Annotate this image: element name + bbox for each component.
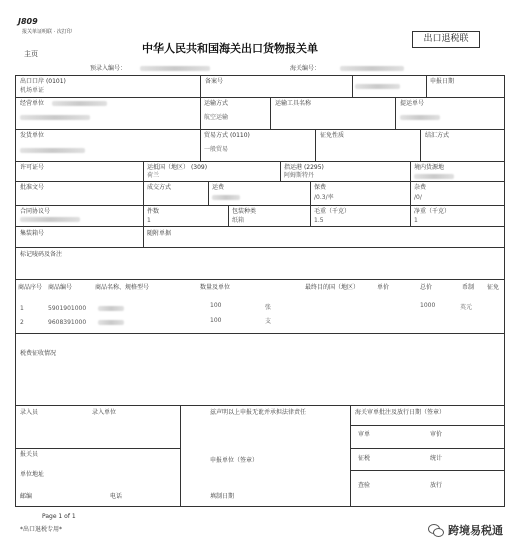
pre-entry-label: 预录入编号： [90,65,127,72]
form-border [15,75,505,507]
goods-col-dest: 最终目的国（地区） [305,284,360,291]
gross-weight-label: 毛重（千克） [314,208,351,215]
declarant-seal-label: 申报单位（签章） [210,457,259,464]
container-no-label: 集装箱号 [20,230,45,237]
fill-date-label: 填制日期 [210,493,235,500]
dest-country-value: 荷兰 [147,172,160,179]
customs-no-label: 海关编号： [290,65,321,72]
goods-col-levy: 征免 [487,284,500,291]
form-title: 中华人民共和国海关出口货物报关单 [142,42,318,55]
docs-label: 随附单据 [147,230,172,237]
form-code: J809 [18,17,38,26]
statistics-label: 统计 [430,455,443,462]
export-port-value: 机场单证 [20,87,45,94]
declaration-text: 兹声明以上申报无讹并承担法律责任 [210,409,307,416]
rebate-note: *出口退税专用* [20,526,63,533]
transport-mode-value: 航空运输 [204,114,229,121]
page-indicator: Page 1 of 1 [42,513,76,520]
declarant-label: 报关员 [20,451,39,458]
print-meta: 报关单证明联 · 次打印 [22,29,72,35]
misc-fee-label: 杂费 [414,184,427,191]
domestic-source-label: 境内货源地 [414,164,445,171]
vessel-name-label: 运输工具名称 [275,100,312,107]
levy-label: 征税 [358,455,371,462]
entry-clerk-label: 录入员 [20,409,39,416]
misc-fee-value: /0/ [414,194,422,201]
declare-date-label: 申报日期 [430,78,455,85]
record-no-label: 备案号 [205,78,224,85]
deal-mode-label: 成交方式 [147,184,172,191]
customs-no-redacted [340,66,404,71]
entry-unit-label: 录入单位 [92,409,117,416]
release-label: 放行 [430,482,443,489]
unit-address-label: 单位地址 [20,471,45,478]
packages-value: 1 [147,217,151,224]
goods-col-code: 商品编号 [48,284,73,291]
wechat-icon [428,524,444,537]
goods-col-seq: 商品序号 [18,284,43,291]
customs-approval-label: 海关审单批注及放行日期（签章） [355,409,446,416]
transport-mode-label: 运输方式 [204,100,229,107]
postcode-label: 邮编 [20,493,33,500]
trade-mode-label: 贸易方式 (0110) [204,132,250,139]
net-weight-label: 净重（千克） [414,208,451,215]
dest-country-label: 运抵国（地区） (309) [147,164,208,171]
consignor-label: 经营单位 [20,100,45,107]
goods-col-total: 总价 [420,284,433,291]
insurance-label: 保费 [314,184,327,191]
goods-col-price: 单价 [377,284,390,291]
goods-col-currency: 币制 [462,284,475,291]
packages-label: 件数 [147,208,160,215]
shipper-label: 发货单位 [20,132,45,139]
export-rebate-stamp: 出口退税联 [412,31,480,48]
export-port-label: 出口口岸 (0101) [20,78,66,85]
marks-label: 标记唛码及备注 [20,251,63,258]
package-type-value: 纸箱 [232,217,245,224]
approval-no-label: 批准文号 [20,184,45,191]
trade-mode-value: 一般贸易 [204,146,229,153]
price-review-label: 审价 [430,431,443,438]
main-page-label: 主页 [24,50,38,58]
levy-nature-label: 征免性质 [320,132,345,139]
pre-entry-redacted [140,66,210,71]
settlement-label: 结汇方式 [425,132,450,139]
dest-port-value: 阿姆斯特丹 [284,172,315,179]
net-weight-value: 1 [414,217,418,224]
goods-col-qty: 数量及单位 [200,284,231,291]
audit-label: 审单 [358,431,371,438]
freight-label: 运费 [212,184,225,191]
tax-section-label: 税费征收情况 [20,350,57,357]
dest-port-label: 指运港 (2295) [284,164,324,171]
goods-col-name: 商品名称、规格型号 [95,284,150,291]
insurance-value: /0.3/率 [314,194,334,201]
package-type-label: 包装种类 [232,208,257,215]
phone-label: 电话 [110,493,123,500]
bill-no-label: 提运单号 [400,100,425,107]
license-no-label: 许可证号 [20,164,45,171]
watermark: 跨境易税通 [428,520,503,540]
contract-no-label: 合同协议号 [20,208,51,215]
inspection-label: 查验 [358,482,371,489]
gross-weight-value: 1.5 [314,217,324,224]
